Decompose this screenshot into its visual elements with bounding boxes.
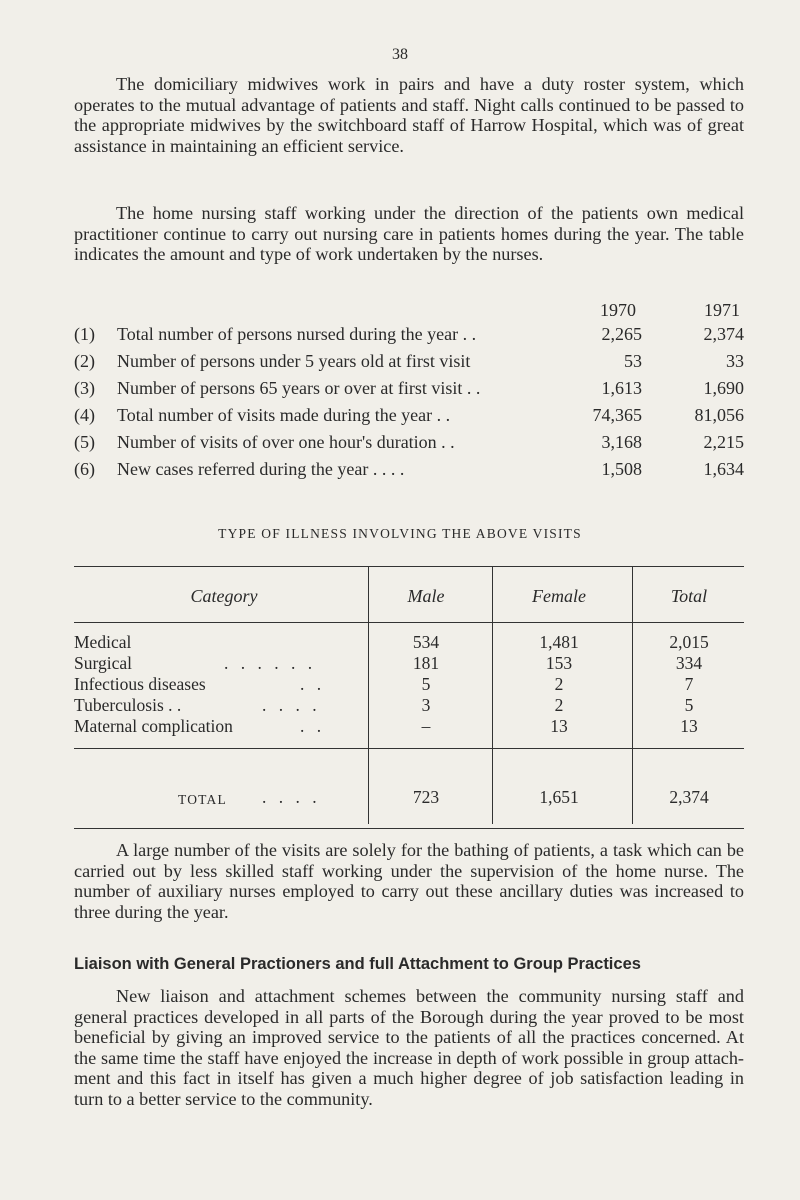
table-row (74, 654, 744, 673)
stat-row (74, 324, 744, 351)
row-category: Tuberculosis . . (74, 695, 182, 715)
row-female: 1,481 (539, 632, 579, 652)
stat-number: (5) (74, 432, 95, 452)
total-total: 2,374 (669, 787, 709, 807)
table-header-rule (74, 622, 744, 623)
row-category: Maternal complication (74, 716, 233, 736)
stat-value-1970: 2,265 (601, 324, 642, 344)
row-leader-dots: . . (300, 716, 326, 736)
row-leader-dots: . . (300, 674, 326, 694)
header-female: Female (532, 586, 586, 606)
paragraph-home-nursing: The home nursing staff working under the direction of the patients own medical practitioner continue to carry out nursing care in patients homes during the year. The table indicates the amount and type of work undertaken by the nurses. (74, 203, 744, 264)
row-leader-dots: . . . . (262, 787, 321, 807)
table-bottom-rule (74, 828, 744, 829)
row-category: Infectious diseases (74, 674, 206, 694)
stat-row (74, 459, 744, 486)
table-row (74, 675, 744, 694)
row-female: 2 (554, 674, 564, 694)
table-row (74, 717, 744, 736)
stat-value-1971: 2,215 (703, 432, 744, 452)
stat-value-1971: 33 (726, 351, 744, 371)
stat-label: Total number of visits made during the year . . (117, 405, 451, 425)
stat-number: (6) (74, 459, 95, 479)
illness-table-title: TYPE OF ILLNESS INVOLVING THE ABOVE VISITS (218, 526, 582, 541)
paragraph-bathing: A large number of the visits are solely for the bathing of patients, a task which can be carried out by less skilled staff working under the supervision of the home nurse. The number of auxiliary nurses employed to carry out these ancillary duties was increased to three during the year. (74, 840, 744, 922)
total-female: 1,651 (539, 787, 579, 807)
header-category: Category (190, 586, 258, 606)
stat-label: Number of persons under 5 years old at first visit (117, 351, 471, 371)
stat-number: (3) (74, 378, 95, 398)
row-category: Medical (74, 632, 132, 652)
page-number: 38 (392, 46, 408, 63)
row-male: 181 (412, 653, 440, 673)
row-total: 5 (684, 695, 694, 715)
header-total: Total (670, 586, 708, 606)
stat-number: (1) (74, 324, 95, 344)
stat-label: Number of visits of over one hour's duration . . (117, 432, 455, 452)
row-male: 534 (412, 632, 440, 652)
stats-year-header (74, 300, 744, 324)
stat-row (74, 405, 744, 432)
section-heading: Liaison with General Practioners and full Attachment to Group Practices (74, 955, 641, 973)
row-leader-dots: . . . . . . (224, 653, 317, 673)
year-1971: 1971 (704, 300, 740, 320)
header-male: Male (407, 586, 445, 606)
table-top-rule (74, 566, 744, 567)
stat-row (74, 432, 744, 459)
row-male: 5 (421, 674, 431, 694)
stat-number: (2) (74, 351, 95, 371)
row-total: 13 (680, 716, 698, 736)
row-category: Surgical (74, 653, 133, 673)
stat-value-1970: 1,613 (601, 378, 642, 398)
year-1970: 1970 (600, 300, 636, 320)
stat-row (74, 351, 744, 378)
row-male: – (421, 716, 431, 736)
table-row (74, 696, 744, 715)
row-total: 334 (675, 653, 703, 673)
table-total-rule (74, 748, 744, 749)
row-leader-dots: . . . . (262, 695, 321, 715)
paragraph-liaison: New liaison and attachment schemes between the community nursing staff and general practices developed in all parts of the Borough during the year proved to be most beneficial by giving an improved service to the patients of all the practices concerned. At the same time the staff have enjoyed the increase in depth of work possible in group attach- ment and this fact in itself has given a much higher degree of job satisfaction leading in turn to a better service to the community. (74, 986, 744, 1109)
stat-value-1971: 81,056 (694, 405, 744, 425)
stat-label: Total number of persons nursed during the year . . (117, 324, 477, 344)
stat-value-1970: 74,365 (592, 405, 642, 425)
stat-number: (4) (74, 405, 95, 425)
column-divider (492, 566, 493, 824)
nursing-statistics (74, 300, 744, 486)
table-total-row (74, 788, 744, 807)
total-male: 723 (412, 787, 440, 807)
table-row (74, 633, 744, 652)
row-female: 2 (554, 695, 564, 715)
row-female: 13 (550, 716, 568, 736)
paragraph-midwives: The domiciliary midwives work in pairs and have a duty roster system, which operates to the mutual advantage of patients and staff. Night calls continued to be passed to the appropriate midwives by the switchboard staff of Harrow Hospital, which was of great assistance in maintaining an efficient service. (74, 74, 744, 156)
stat-label: Number of persons 65 years or over at first visit . . (117, 378, 481, 398)
stat-value-1970: 53 (624, 351, 642, 371)
stat-value-1970: 3,168 (601, 432, 642, 452)
stat-row (74, 378, 744, 405)
row-total: 2,015 (669, 632, 709, 652)
stat-value-1970: 1,508 (601, 459, 642, 479)
stat-value-1971: 2,374 (703, 324, 744, 344)
stat-label: New cases referred during the year . . . . (117, 459, 405, 479)
column-divider (632, 566, 633, 824)
row-total: 7 (684, 674, 694, 694)
row-female: 153 (545, 653, 573, 673)
row-male: 3 (421, 695, 431, 715)
stat-value-1971: 1,634 (703, 459, 744, 479)
total-label: TOTAL (178, 792, 227, 807)
stat-value-1971: 1,690 (703, 378, 744, 398)
